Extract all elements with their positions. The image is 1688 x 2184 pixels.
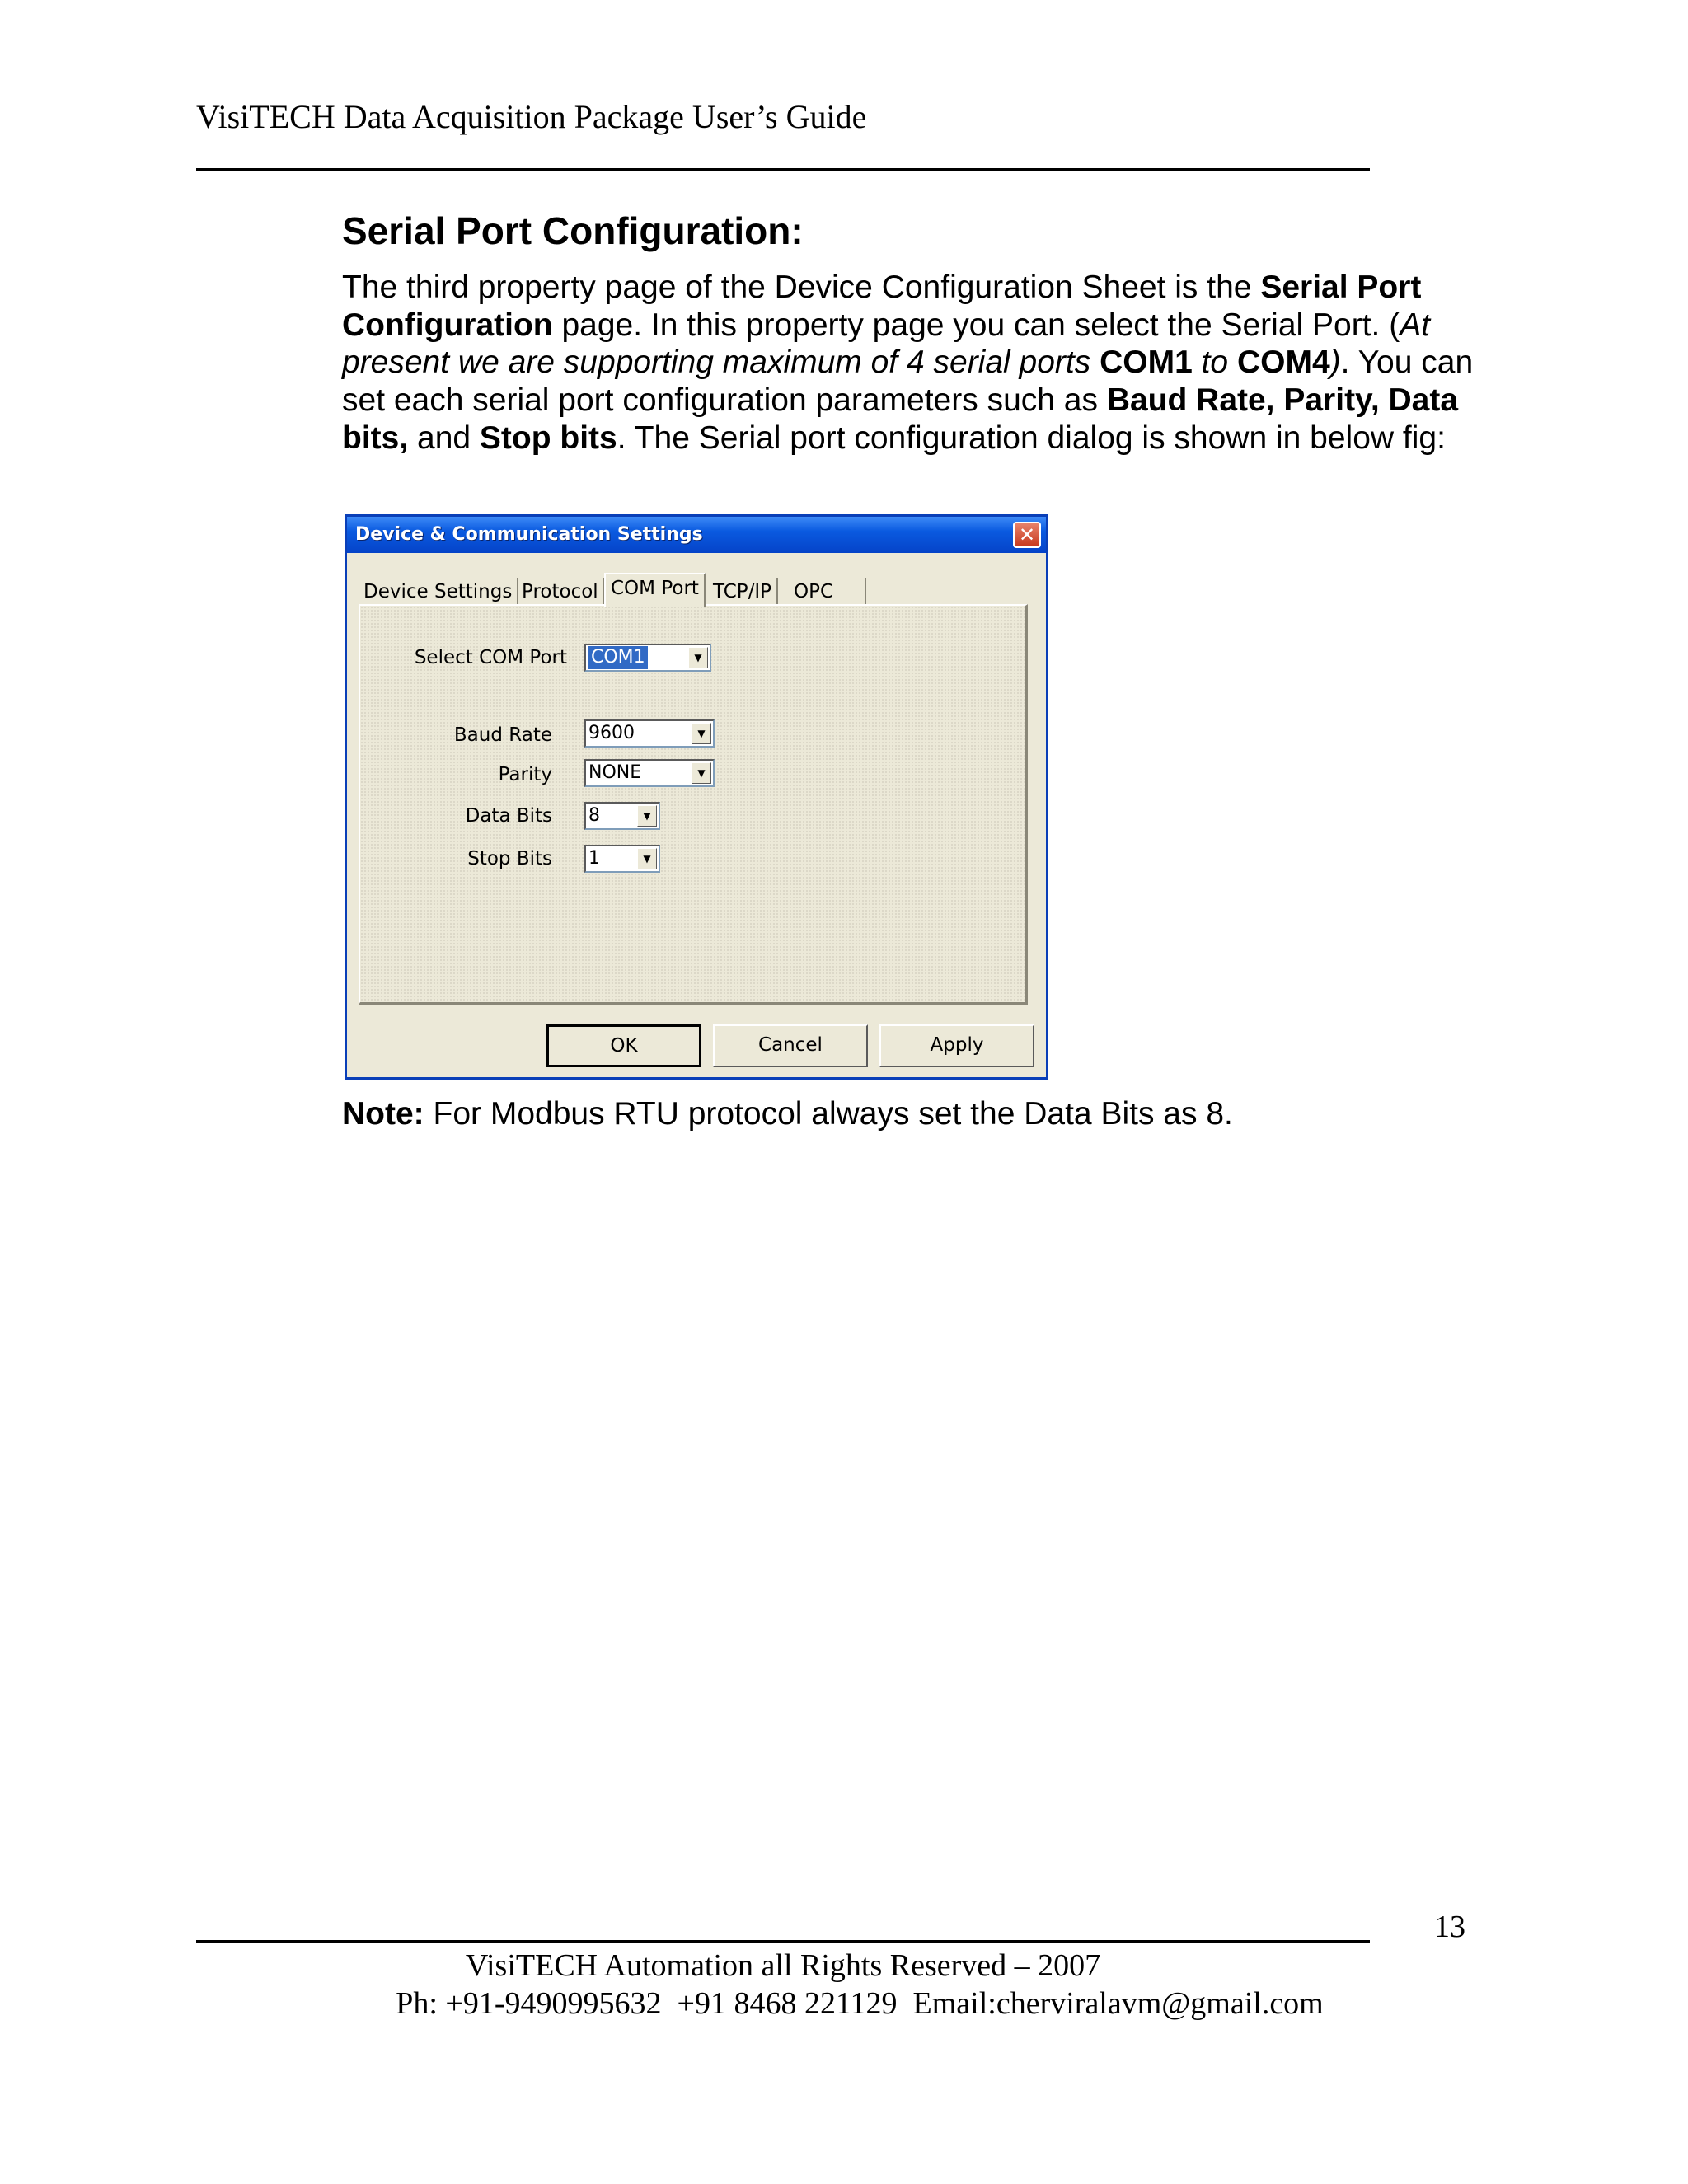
header-rule bbox=[196, 168, 1370, 171]
footer-contact: Ph: +91-9490995632 +91 8468 221129 Email:cherviralavm@gmail.com bbox=[396, 1986, 1324, 2021]
select-com-port-dropdown[interactable] bbox=[584, 644, 711, 672]
footer-rule bbox=[196, 1940, 1370, 1943]
note-label: Note: bbox=[342, 1096, 424, 1132]
intro-paragraph: The third property page of the Device Configuration Sheet is the Serial Port Configuration page. In this property page you can select the Serial Port. (At present we are supporting maximum of 4 serial ports COM1 to COM4). You can set each serial port configuration parameters such as Baud Rate, Parity, Data bits, and Stop bits. The Serial port configuration dialog is shown in below fig: bbox=[342, 269, 1474, 456]
section-title: Serial Port Configuration: bbox=[342, 209, 804, 252]
tab-protocol[interactable]: Protocol bbox=[517, 578, 605, 606]
chevron-down-icon[interactable]: ▼ bbox=[692, 762, 711, 784]
chevron-down-icon[interactable]: ▼ bbox=[637, 805, 657, 827]
parity-dropdown[interactable] bbox=[584, 759, 715, 787]
cancel-button[interactable]: Cancel bbox=[713, 1024, 868, 1067]
baud-rate-label: Baud Rate bbox=[453, 724, 552, 746]
stop-bits-label: Stop Bits bbox=[467, 848, 552, 869]
dialog-title: Device & Communication Settings bbox=[355, 524, 703, 545]
note bbox=[342, 1094, 1233, 1134]
data-bits-label: Data Bits bbox=[465, 805, 552, 827]
page-number: 13 bbox=[1434, 1910, 1465, 1944]
parity-label: Parity bbox=[498, 764, 552, 785]
tab-device-settings[interactable]: Device Settings bbox=[359, 578, 518, 606]
baud-rate-dropdown[interactable] bbox=[584, 719, 715, 748]
close-button[interactable] bbox=[1013, 522, 1041, 548]
device-communication-settings-dialog bbox=[345, 514, 1048, 1080]
baud-rate-value: 9600 bbox=[588, 723, 635, 743]
stop-bits-value: 1 bbox=[588, 848, 600, 869]
apply-button[interactable]: Apply bbox=[879, 1024, 1034, 1067]
tab-opc[interactable]: OPC bbox=[789, 578, 866, 606]
select-com-port-label: Select COM Port bbox=[414, 647, 567, 668]
dialog-titlebar bbox=[347, 517, 1046, 553]
footer-copyright: VisiTECH Automation all Rights Reserved – 2007 bbox=[465, 1948, 1101, 1983]
stop-bits-dropdown[interactable] bbox=[584, 845, 660, 873]
com-port-panel bbox=[359, 604, 1028, 1005]
ok-button[interactable]: OK bbox=[546, 1024, 701, 1067]
parity-value: NONE bbox=[588, 762, 642, 783]
data-bits-dropdown[interactable] bbox=[584, 802, 660, 830]
select-com-port-value: COM1 bbox=[588, 646, 648, 669]
chevron-down-icon[interactable]: ▼ bbox=[692, 723, 711, 744]
chevron-down-icon[interactable]: ▼ bbox=[688, 647, 708, 668]
chevron-down-icon[interactable]: ▼ bbox=[637, 848, 657, 869]
note-text: For Modbus RTU protocol always set the Data Bits as 8. bbox=[424, 1096, 1233, 1132]
close-icon: ✕ bbox=[1018, 523, 1036, 546]
tab-com-port[interactable]: COM Port bbox=[604, 573, 706, 607]
data-bits-value: 8 bbox=[588, 805, 600, 826]
tab-tcp-ip[interactable]: TCP/IP bbox=[708, 578, 778, 606]
running-header: VisiTECH Data Acquisition Package User’s Guide bbox=[196, 98, 867, 135]
